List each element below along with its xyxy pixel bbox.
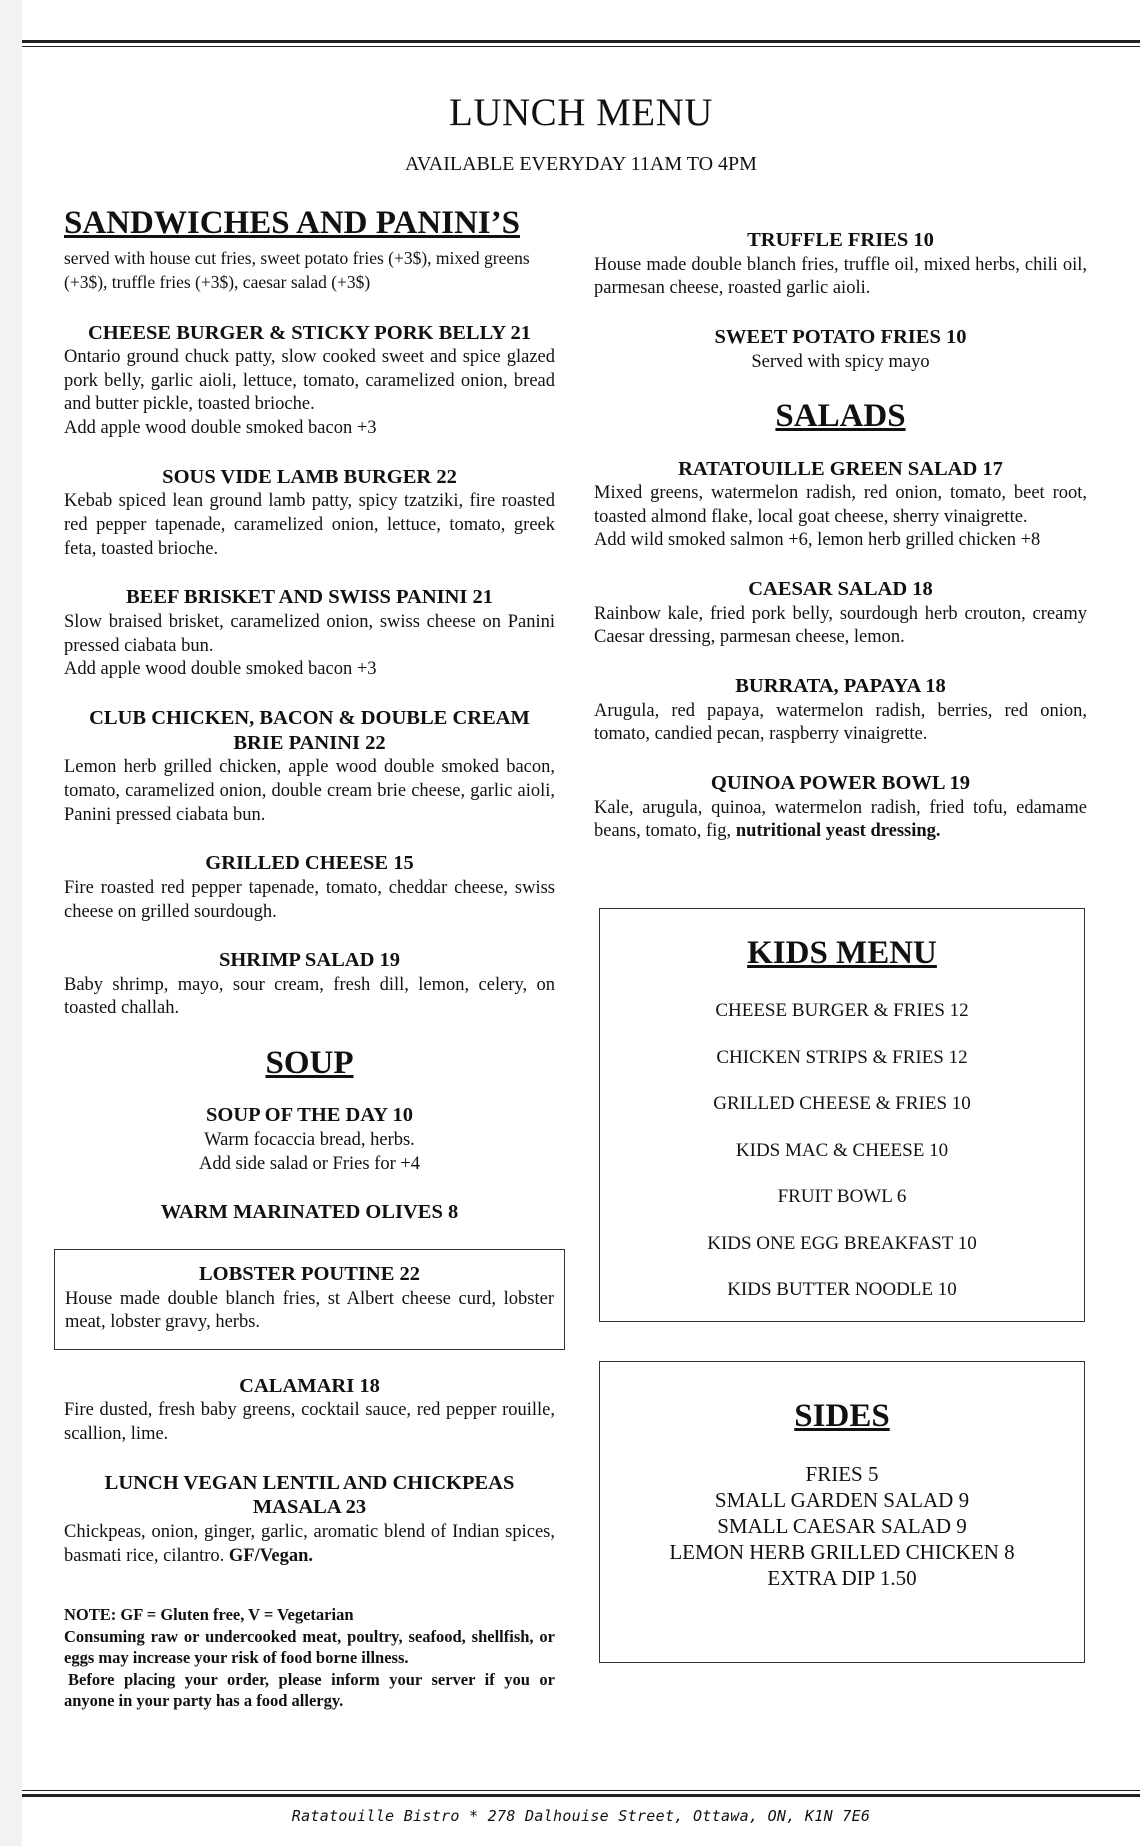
item-description: Fire roasted red pepper tapenade, tomato, cheddar cheese, swiss cheese on grilled sourdough.: [64, 877, 555, 922]
kids-menu-heading: KIDS MENU: [747, 935, 937, 971]
list-item: KIDS BUTTER NOODLE 10: [727, 1279, 957, 1300]
list-item: GRILLED CHEESE & FRIES 10: [713, 1093, 971, 1114]
item-description: Ontario ground chuck patty, slow cooked sweet and spice glazed pork belly, garlic aioli, lettuce, tomato, caramelized onion, bread and butter pickle, toasted brioche.: [64, 347, 555, 415]
item-name: LOBSTER POUTINE 22: [199, 1262, 420, 1285]
menu-item: [594, 771, 1087, 844]
item-description: Lemon herb grilled chicken, apple wood double smoked bacon, tomato, caramelized onion, double cream brie cheese, garlic aioli, Panini pressed ciabata bun.: [64, 757, 555, 825]
list-item: FRUIT BOWL 6: [777, 1186, 907, 1207]
item-description: Baby shrimp, mayo, sour cream, fresh dill, lemon, celery, on toasted challah.: [64, 974, 555, 1019]
item-name: SWEET POTATO FRIES 10: [714, 325, 967, 348]
item-name: QUINOA POWER BOWL 19: [710, 771, 971, 794]
dietary-note: NOTE: GF = Gluten free, V = Vegetarian: [64, 1605, 354, 1625]
item-name: BURRATA, PAPAYA 18: [735, 675, 946, 698]
list-item: CHICKEN STRIPS & FRIES 12: [716, 1046, 968, 1068]
item-name: BEEF BRISKET AND SWISS PANINI 21: [125, 586, 494, 609]
sandwiches-heading: SANDWICHES AND PANINI’S: [64, 205, 520, 241]
menu-item: [64, 1200, 555, 1225]
item-description: House made double blanch fries, truffle oil, mixed herbs, chili oil, parmesan cheese, roasted garlic aioli.: [594, 254, 1087, 299]
menu-page: [22, 0, 1140, 1846]
list-item: KIDS MAC & CHEESE 10: [735, 1139, 949, 1161]
item-description: Arugula, red papaya, watermelon radish, berries, red onion, tomato, candied pecan, raspberry vinaigrette.: [594, 700, 1087, 745]
item-name: SOUP OF THE DAY 10: [206, 1104, 413, 1127]
item-description: [64, 1521, 555, 1568]
item-name: WARM MARINATED OLIVES 8: [160, 1201, 459, 1224]
item-description: Slow braised brisket, caramelized onion, swiss cheese on Panini pressed ciabata bun.: [64, 612, 555, 656]
allergy-notice: Before placing your order, please inform your server if you or anyone in your party has a food allergy.: [64, 1669, 555, 1711]
item-addon: Add wild smoked salmon +6, lemon herb grilled chicken +8: [594, 530, 1041, 551]
menu-item: [64, 851, 555, 924]
menu-item: [594, 228, 1087, 301]
item-addon: Add side salad or Fries for +4: [198, 1153, 421, 1174]
left-column: [64, 205, 555, 1712]
food-safety-warning: Consuming raw or undercooked meat, poultry, seafood, shellfish, or eggs may increase your risk of food borne illness.: [64, 1626, 555, 1668]
restaurant-address: Ratatouille Bistro * 278 Dalhouise Street, Ottawa, ON, K1N 7E6: [291, 1807, 871, 1825]
item-name: CLUB CHICKEN, BACON & DOUBLE CREAM BRIE PANINI 22: [89, 707, 530, 754]
item-description: [594, 797, 1087, 844]
item-name: SHRIMP SALAD 19: [218, 949, 401, 972]
dressing-highlight: nutritional yeast dressing.: [735, 821, 941, 842]
item-name: CHEESE BURGER & STICKY PORK BELLY 21: [87, 321, 532, 344]
item-description: House made double blanch fries, st Albert cheese curd, lobster meat, lobster gravy, herbs.: [65, 1288, 554, 1333]
item-description: Rainbow kale, fried pork belly, sourdough herb crouton, creamy Caesar dressing, parmesan cheese, lemon.: [594, 603, 1087, 648]
item-addon: Add apple wood double smoked bacon +3: [64, 418, 377, 439]
list-item: SMALL CAESAR SALAD 9: [717, 1514, 967, 1538]
list-item: CHEESE BURGER & FRIES 12: [715, 1000, 969, 1021]
bottom-rule: [22, 1790, 1140, 1797]
menu-item: [594, 457, 1087, 554]
menu-item: [64, 948, 555, 1021]
item-name: TRUFFLE FRIES 10: [747, 229, 934, 251]
kids-menu-box: [599, 908, 1085, 1322]
item-description: Mixed greens, watermelon radish, red onion, tomato, beet root, toasted almond flake, local goat cheese, sherry vinaigrette.: [594, 483, 1087, 527]
list-item: SMALL GARDEN SALAD 9: [714, 1488, 970, 1512]
availability-subtitle: AVAILABLE EVERYDAY 11AM TO 4PM: [405, 153, 757, 175]
item-name: SOUS VIDE LAMB BURGER 22: [162, 465, 457, 488]
item-description: Warm focaccia bread, herbs.: [204, 1130, 415, 1151]
top-rule: [22, 40, 1140, 47]
page-title: LUNCH MENU: [449, 91, 713, 134]
item-description: Kebab spiced lean ground lamb patty, spicy tzatziki, fire roasted red pepper tapenade, caramelized onion, lettuce, tomato, greek feta, toasted brioche.: [64, 491, 555, 559]
item-name: GRILLED CHEESE 15: [205, 852, 414, 875]
menu-item: [594, 325, 1087, 374]
item-description-text: Chickpeas, onion, ginger, garlic, aromatic blend of Indian spices, basmati rice, cilantro.: [64, 1522, 555, 1566]
menu-item: [64, 465, 555, 562]
menu-item: [64, 1471, 555, 1569]
item-name: LUNCH VEGAN LENTIL AND CHICKPEAS MASALA 23: [104, 1471, 515, 1519]
item-description: Fire dusted, fresh baby greens, cocktail sauce, red pepper rouille, scallion, lime.: [64, 1400, 555, 1445]
sides-heading: SIDES: [794, 1398, 890, 1434]
item-name: RATATOUILLE GREEN SALAD 17: [678, 457, 1003, 480]
dietary-tag: GF/Vegan.: [228, 1545, 314, 1566]
item-name: CALAMARI 18: [239, 1374, 380, 1397]
kids-menu-list: [600, 988, 1084, 1314]
list-item: EXTRA DIP 1.50: [767, 1566, 917, 1590]
featured-item-box: [54, 1249, 565, 1350]
list-item: LEMON HERB GRILLED CHICKEN 8: [669, 1540, 1015, 1564]
sandwiches-intro: served with house cut fries, sweet potato fries (+3$), mixed greens (+3$), truffle fries (+3$), caesar salad (+3$): [64, 248, 530, 292]
menu-item: [64, 1374, 555, 1447]
menu-item: [64, 1103, 555, 1176]
list-item: KIDS ONE EGG BREAKFAST 10: [707, 1232, 977, 1254]
menu-item: [64, 706, 555, 827]
list-item: FRIES 5: [805, 1462, 879, 1486]
item-description-text: Kale, arugula, quinoa, watermelon radish, fried tofu, edamame beans, tomato, fig,: [594, 797, 1087, 842]
menu-item: [64, 321, 555, 441]
salads-heading: SALADS: [775, 398, 906, 435]
item-name: CAESAR SALAD 18: [748, 578, 933, 601]
sides-box: [599, 1361, 1085, 1663]
item-description: Served with spicy mayo: [751, 351, 930, 372]
item-addon: Add apple wood double smoked bacon +3: [64, 659, 377, 680]
menu-item: [64, 585, 555, 682]
allergy-footnote: [64, 1604, 555, 1711]
menu-item: [594, 577, 1087, 650]
menu-item: [594, 674, 1087, 747]
soup-heading: SOUP: [265, 1045, 354, 1082]
right-column: [594, 228, 1087, 868]
sides-list: [600, 1461, 1084, 1591]
